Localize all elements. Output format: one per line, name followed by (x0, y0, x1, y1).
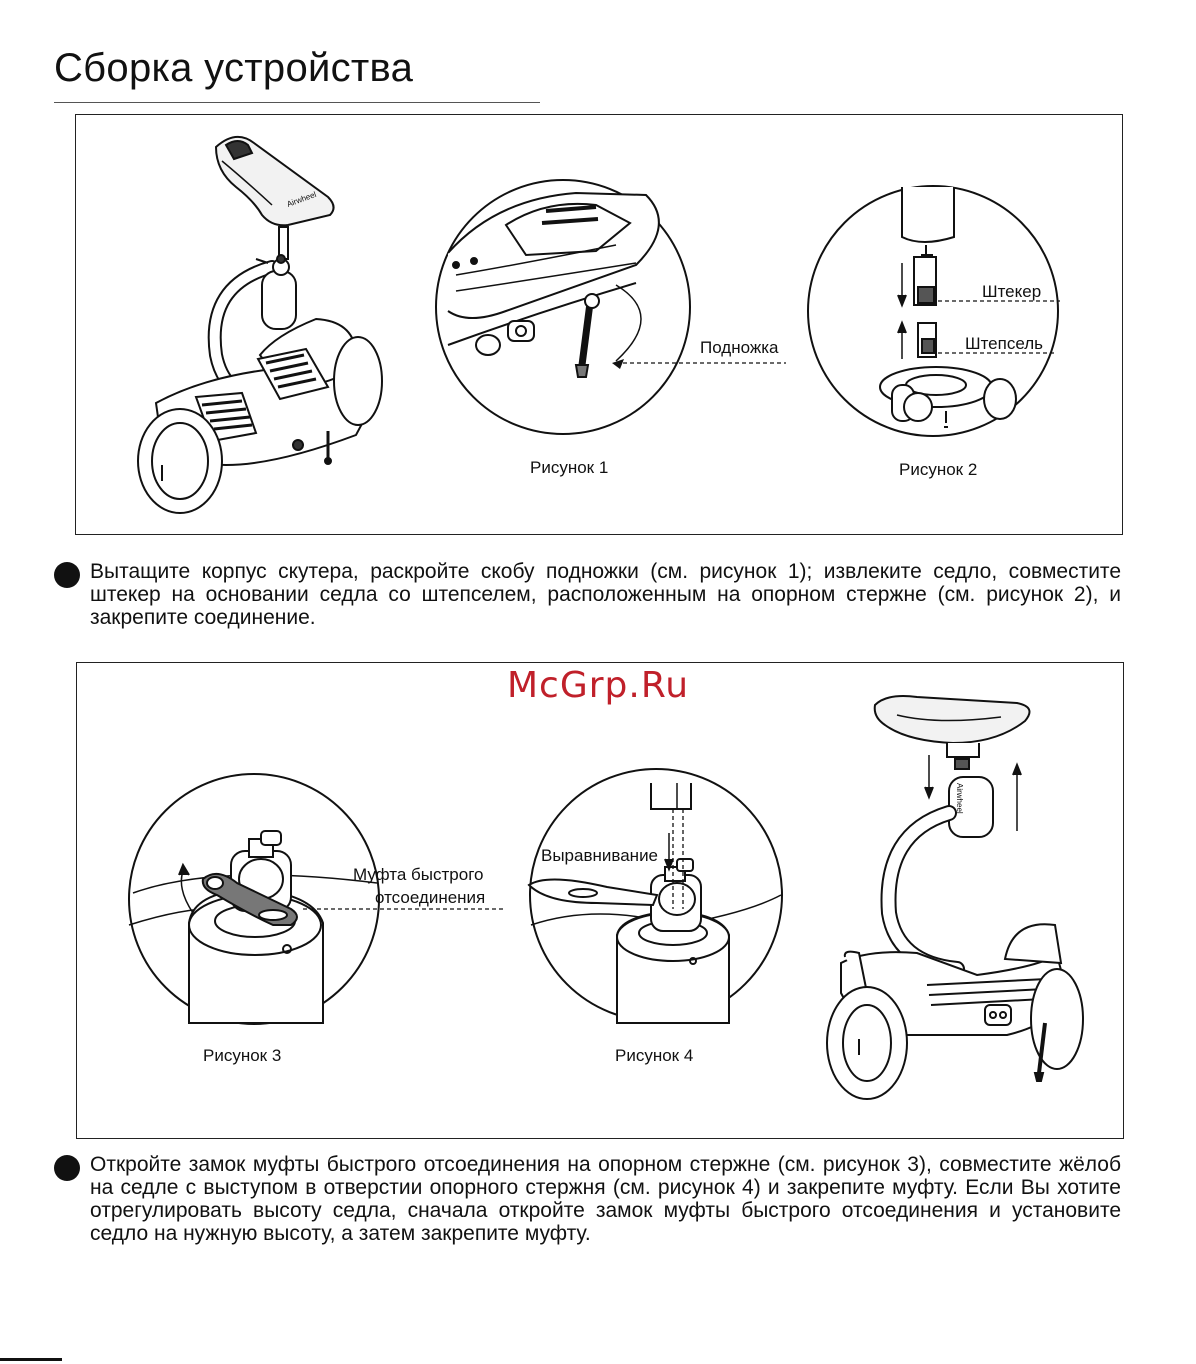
step-1-bullet (54, 562, 80, 588)
post-brand-label: Airwheel (955, 783, 964, 814)
figure-4-caption: Рисунок 4 (615, 1046, 694, 1065)
figure-3-quick-release-detail (129, 774, 505, 1065)
scooter-with-seat-illustration (138, 137, 382, 513)
title-divider (54, 102, 540, 103)
figure-3-callout-line1: Муфта быстрого (353, 865, 484, 884)
assembly-panel-2 (76, 662, 1124, 1139)
figure-2-callout-socket: Штепсель (965, 334, 1044, 353)
figure-1-callout: Подножка (700, 338, 779, 357)
watermark: McGrp.Ru (506, 665, 690, 706)
step-2-instruction: Откройте замок муфты быстрого отсоединения на опорном стержне (см. рисунок 3), совместите жёлоб на седле с выступом в отверстии опорного стержня (см. рисунок 4) и закрепите муфту. Если Вы хотите отрегулировать высоту седла, сначала откройте замок муфты быстрого отсоединения и установите седло на нужную высоту, а затем закрепите муфту. (90, 1153, 1121, 1245)
step-1-instruction: Вытащите корпус скутера, раскройте скобу подножки (см. рисунок 1); извлеките седло, совместите штекер на основании седла со штепселем, расположенным на опорном стержне (см. рисунок 2), и закрепите соединение. (90, 560, 1121, 629)
step-2-bullet (54, 1155, 80, 1181)
figure-2-callout-plug: Штекер (982, 282, 1042, 301)
figure-2-caption: Рисунок 2 (899, 460, 978, 479)
figure-2-connector-detail (808, 186, 1060, 479)
page-title: Сборка устройства (54, 46, 414, 90)
assembled-scooter-illustration (827, 696, 1083, 1099)
figure-4-alignment-detail (529, 769, 782, 1065)
figure-3-caption: Рисунок 3 (203, 1046, 282, 1065)
figure-3-callout-line2: отсоединения (375, 888, 486, 907)
seat-brand-label: Airwheel (285, 189, 318, 209)
figure-4-callout: Выравнивание (541, 846, 659, 865)
assembly-panel-1 (75, 114, 1123, 535)
figure-1-caption: Рисунок 1 (530, 458, 609, 477)
page-footer-mark (0, 1358, 62, 1361)
figure-1-kickstand-detail (436, 180, 786, 477)
